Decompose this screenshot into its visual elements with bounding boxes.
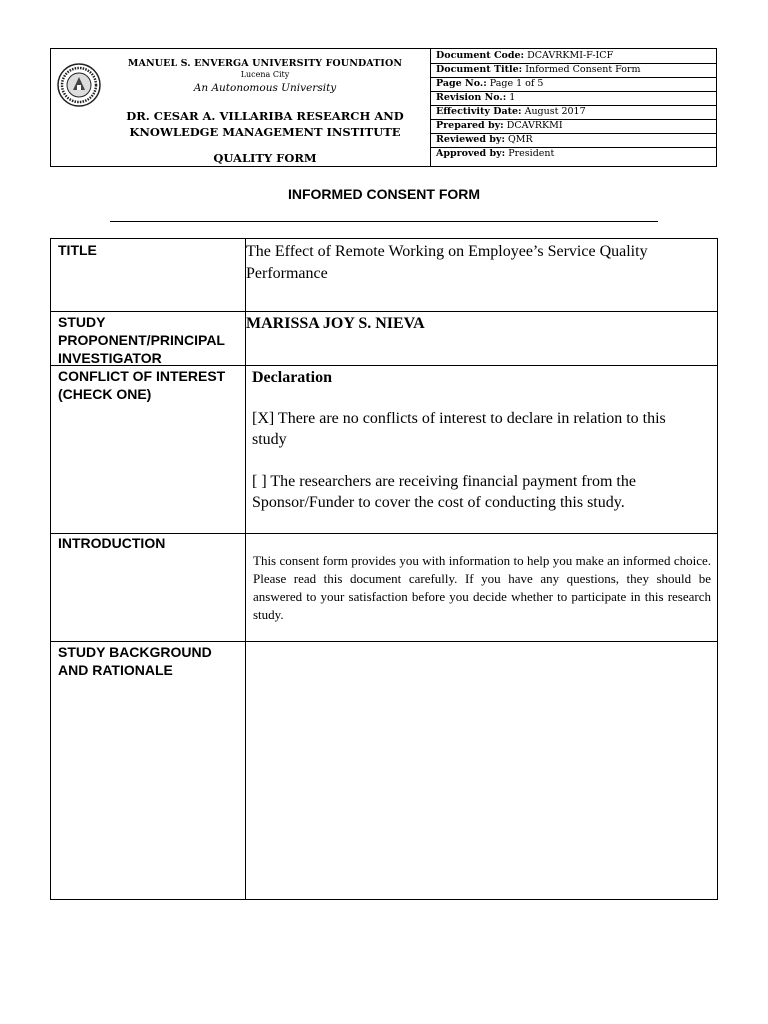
study-title: The Effect of Remote Working on Employee’s Service Quality Performance [246, 243, 648, 282]
meta-label: Document Title: [436, 64, 523, 75]
table-border-left [50, 238, 51, 900]
meta-row-revision-no [431, 91, 717, 105]
table-border-right [717, 238, 718, 900]
university-city: Lucena City [240, 70, 290, 79]
meta-label: Approved by: [436, 148, 506, 159]
meta-value: DCAVRKMI [506, 120, 563, 131]
meta-label: Revision No.: [436, 92, 507, 103]
meta-value: August 2017 [524, 106, 586, 117]
conflict-option-financial-payment: [ ] The researchers are receiving financial payment from the Sponsor/Funder to cover the cost of conducting this study. [252, 473, 636, 511]
institute-name [100, 108, 430, 140]
table-column-divider [245, 238, 246, 900]
conflict-label: CONFLICT OF INTEREST (CHECK ONE) [58, 368, 226, 402]
title-underline [110, 221, 658, 222]
university-tagline: An Autonomous University [193, 82, 337, 94]
institute-line-2: KNOWLEDGE MANAGEMENT INSTITUTE [129, 125, 401, 139]
meta-row-page-no [431, 77, 717, 91]
introduction-text: This consent form provides you with information to help you make an informed choice. Please read this document carefully. If you have any questions, they should be answered to your satisfaction before you decide whether to participate in this research study. [253, 553, 711, 622]
meta-row-reviewed-by [431, 133, 717, 147]
meta-label: Prepared by: [436, 120, 504, 131]
quality-form-label: QUALITY FORM [213, 151, 317, 165]
table-row-divider [50, 641, 718, 642]
form-title: INFORMED CONSENT FORM [287, 186, 481, 202]
table-border-bottom [50, 899, 718, 900]
meta-row-approved-by [431, 147, 717, 161]
proponent-label: STUDY PROPONENT/PRINCIPAL INVESTIGATOR [58, 314, 225, 366]
title-label: TITLE [58, 242, 97, 258]
table-border-top [50, 238, 718, 239]
meta-value: QMR [508, 134, 533, 145]
introduction-label: INTRODUCTION [58, 535, 166, 551]
meta-row-document-title [431, 63, 717, 77]
meta-row-prepared-by [431, 119, 717, 133]
meta-value: President [508, 148, 555, 159]
declaration-heading: Declaration [252, 369, 332, 386]
university-seal-icon [57, 63, 101, 107]
meta-value: DCAVRKMI-F-ICF [527, 50, 614, 61]
proponent-name: MARISSA JOY S. NIEVA [246, 315, 425, 332]
meta-row-effectivity-date [431, 105, 717, 119]
meta-label: Page No.: [436, 78, 487, 89]
institute-line-1: DR. CESAR A. VILLARIBA RESEARCH AND [126, 109, 404, 123]
background-label: STUDY BACKGROUND AND RATIONALE [58, 644, 212, 678]
conflict-option-no-conflict: [X] There are no conflicts of interest to declare in relation to this study [252, 410, 666, 448]
meta-value: Informed Consent Form [525, 64, 641, 75]
meta-label: Document Code: [436, 50, 525, 61]
meta-value: 1 [509, 92, 516, 103]
meta-label: Effectivity Date: [436, 106, 522, 117]
table-row-divider [50, 311, 718, 312]
meta-label: Reviewed by: [436, 134, 505, 145]
meta-value: Page 1 of 5 [489, 78, 544, 89]
university-name: MANUEL S. ENVERGA UNIVERSITY FOUNDATION [127, 58, 403, 69]
meta-row-document-code [431, 49, 717, 63]
